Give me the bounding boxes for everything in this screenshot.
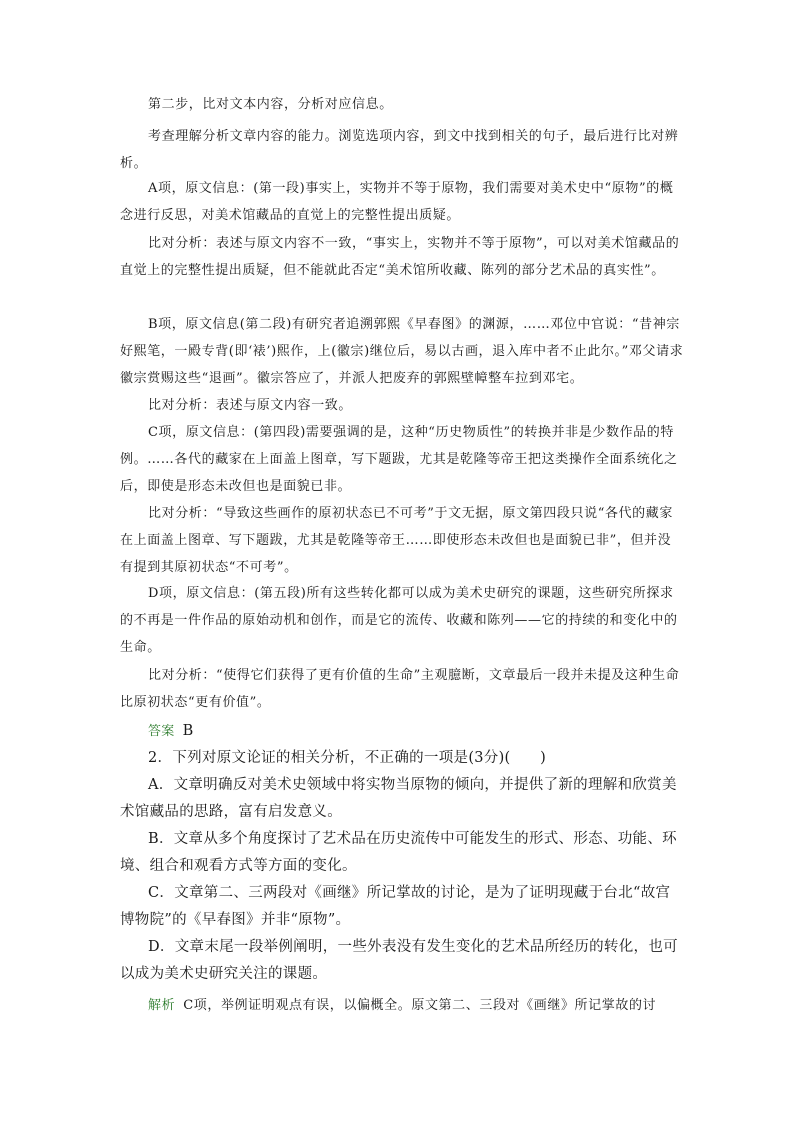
analysis-text: C项，举例证明观点有误，以偏概全。原文第二、三段对《画继》所记掌故的讨 [183,998,657,1013]
question-2-option-d: D．文章末尾一段举例阐明，一些外表没有发生变化的艺术品所经历的转化，也可以成为美术史研究关注的课题。 [120,939,678,982]
option-b-original-info: B项，原文信息(第二段)有研究者追溯郭熙《早春图》的渊源，……邓位中官说：“昔神宗好熙笔，一殿专背(即‘裱’)熙作，上(徽宗)继位后，易以古画，退入库中者不止此尔。”邓父请求徽宗赏赐这些“退画”。徽宗答应了，并派人把废弃的郭熙壁幛整车拉到邓宅。 [120,317,684,386]
question-2-option-b: B．文章从多个角度探讨了艺术品在历史流传中可能发生的形式、形态、功能、环境、组合和观看方式等方面的变化。 [120,831,677,874]
answer-line [120,718,684,745]
question-2-option-c: C．文章第二、三两段对《画继》所记掌故的讨论，是为了证明现藏于台北“故宫博物院”的《早春图》并非“原物”。 [120,885,671,928]
analysis-label: 解析 [148,998,176,1013]
option-b-comparison-analysis: 比对分析：表述与原文内容一致。 [148,398,353,413]
analysis-line [120,992,684,1019]
option-d-comparison-analysis: 比对分析：“使得它们获得了更有价值的生命”主观臆断，文章最后一段并未提及这种生命比原初状态“更有价值”。 [120,668,680,710]
step2-description: 考查理解分析文章内容的能力。浏览选项内容，到文中找到相关的句子，最后进行比对辨析。 [120,129,679,171]
answer-label: 答案 [148,724,175,739]
question-2-option-a: A．文章明确反对美术史领域中将实物当原物的倾向，并提供了新的理解和欣赏美术馆藏品的思路，富有启发意义。 [120,777,677,820]
option-a-comparison-analysis: 比对分析：表述与原文内容不一致，“事实上，实物并不等于原物”，可以对美术馆藏品的直觉上的完整性提出质疑，但不能就此否定“美术馆所收藏、陈列的部分艺术品的真实性”。 [120,236,680,278]
option-d-original-info: D项，原文信息：(第五段)所有这些转化都可以成为美术史研究的课题，这些研究所探求的不再是一件作品的原始动机和创作，而是它的流传、收藏和陈列——它的持续的和变化中的生命。 [120,586,678,655]
option-a-original-info: A项，原文信息：(第一段)事实上，实物并不等于原物，我们需要对美术史中“原物”的概念进行反思，对美术馆藏品的直觉上的完整性提出质疑。 [120,181,674,223]
answer-value: B [182,723,194,739]
option-c-original-info: C项，原文信息：(第四段)需要强调的是，这种“历史物质性”的转换并非是少数作品的特例。……各代的藏家在上面盖上图章，写下题跋，尤其是乾隆等帝王把这类操作全面系统化之后，即使是形态未改但也是面貌已非。 [120,425,678,494]
question-2-stem: 2．下列对原文论证的相关分析，不正确的一项是(3分)( ) [148,750,547,766]
step2-title: 第二步，比对文本内容，分析对应信息。 [148,97,393,112]
option-c-comparison-analysis: 比对分析：“导致这些画作的原初状态已不可考”于文无据，原文第四段只说“各代的藏家在上面盖上图章、写下题跋，尤其是乾隆等帝王……即使形态未改但也是面貌已非”，但并没有提到其原初状态“不可考”。 [120,506,673,575]
